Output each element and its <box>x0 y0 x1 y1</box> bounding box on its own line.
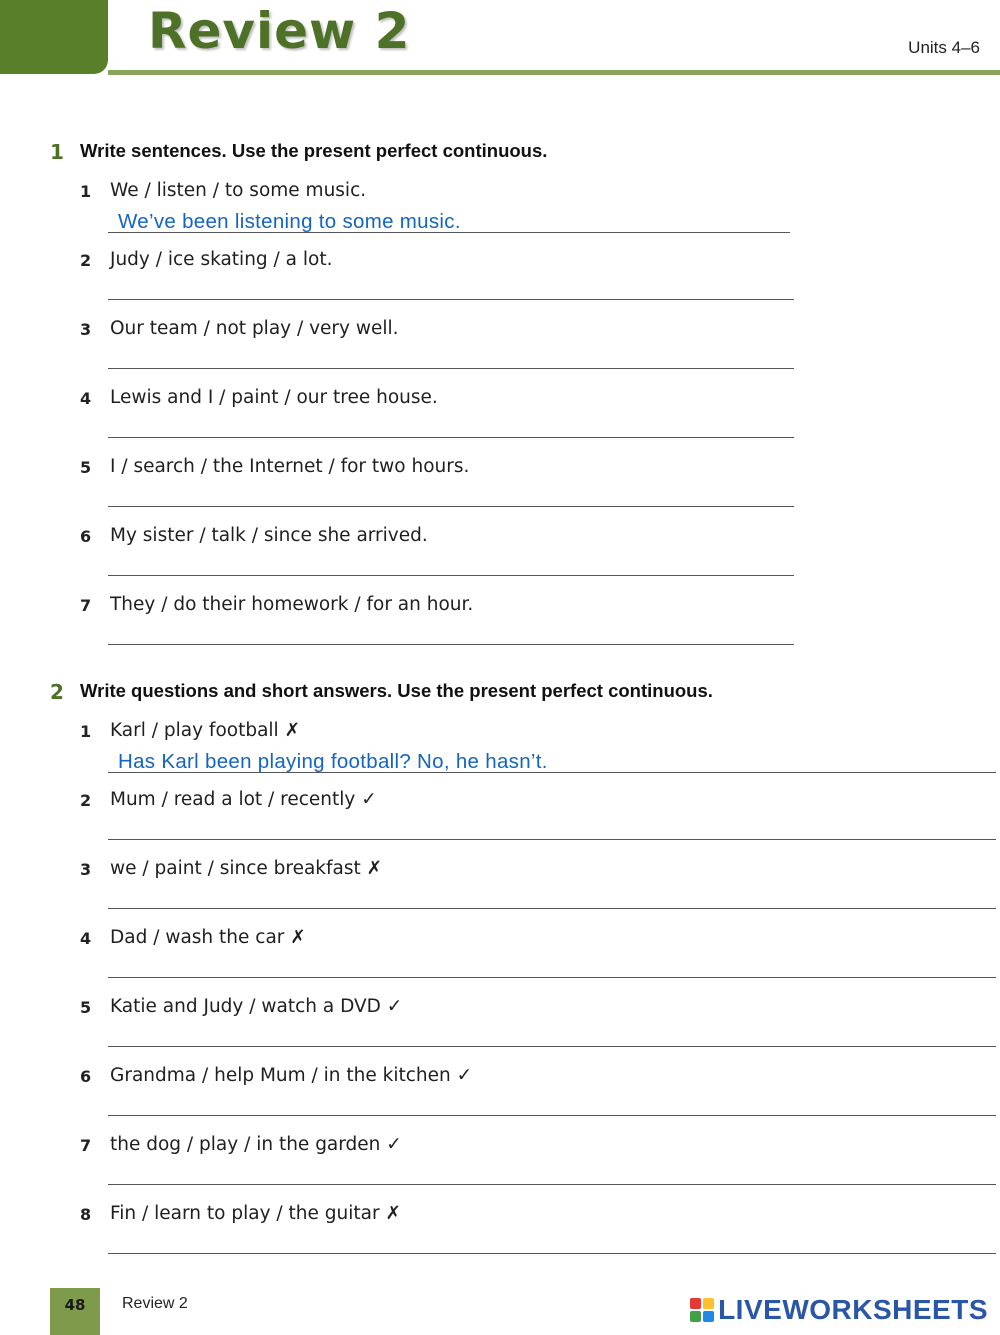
footer-label: Review 2 <box>122 1295 188 1312</box>
item-number: 5 <box>80 998 92 1017</box>
item-prompt: My sister / talk / since she arrived. <box>110 525 428 546</box>
item-number: 1 <box>80 182 92 201</box>
exercise-2-item <box>0 1065 1000 1134</box>
item-prompt: Fin / learn to play / the guitar ✗ <box>110 1203 401 1224</box>
page-number: 48 <box>64 1296 86 1314</box>
item-prompt: Karl / play football ✗ <box>110 720 301 741</box>
answer-line[interactable] <box>108 644 794 645</box>
answer-line[interactable] <box>108 299 794 300</box>
answer-line[interactable] <box>108 506 794 507</box>
answer-line[interactable] <box>108 772 996 773</box>
exercise-2-item <box>0 720 1000 789</box>
exercise-instruction: Write questions and short answers. Use the present perfect continuous. <box>80 680 713 701</box>
item-prompt: We / listen / to some music. <box>110 180 367 201</box>
answer-line[interactable] <box>108 1115 996 1116</box>
item-number: 4 <box>80 389 92 408</box>
exercise-number: 2 <box>50 680 64 704</box>
exercise-1-item <box>0 249 1000 318</box>
item-prompt: we / paint / since breakfast ✗ <box>110 858 383 879</box>
item-number: 6 <box>80 527 92 546</box>
exercise-2-item <box>0 996 1000 1065</box>
page-title: Review 2 <box>148 2 411 60</box>
answer-line[interactable] <box>108 1253 996 1254</box>
item-number: 6 <box>80 1067 92 1086</box>
answer-line[interactable] <box>108 437 794 438</box>
answer-text[interactable]: Has Karl been playing football? No, he hasn’t. <box>118 750 548 773</box>
exercise-1-item <box>0 525 1000 594</box>
liveworksheets-logo-icon <box>689 1297 715 1323</box>
answer-line[interactable] <box>108 575 794 576</box>
exercise-1-item <box>0 456 1000 525</box>
exercise-1 <box>0 140 1000 655</box>
answer-line[interactable] <box>108 977 996 978</box>
answer-line[interactable] <box>108 839 996 840</box>
exercise-2-item <box>0 1203 1000 1272</box>
header-rule <box>108 70 1000 75</box>
exercise-2 <box>0 680 1000 1265</box>
exercise-number: 1 <box>50 140 64 164</box>
item-prompt: They / do their homework / for an hour. <box>110 594 474 615</box>
exercise-1-item <box>0 318 1000 387</box>
item-number: 7 <box>80 596 92 615</box>
exercise-1-heading <box>0 140 1000 170</box>
item-prompt: Mum / read a lot / recently ✓ <box>110 789 377 810</box>
units-label: Units 4–6 <box>908 38 980 57</box>
exercise-1-item <box>0 387 1000 456</box>
header-tab <box>0 0 108 74</box>
item-number: 8 <box>80 1205 92 1224</box>
item-number: 7 <box>80 1136 92 1155</box>
item-prompt: the dog / play / in the garden ✓ <box>110 1134 402 1155</box>
item-prompt: I / search / the Internet / for two hours. <box>110 456 470 477</box>
answer-text[interactable]: We’ve been listening to some music. <box>118 210 461 233</box>
answer-line[interactable] <box>108 232 790 233</box>
exercise-2-item <box>0 1134 1000 1203</box>
answer-line[interactable] <box>108 1184 996 1185</box>
item-number: 5 <box>80 458 92 477</box>
liveworksheets-brand[interactable] <box>689 1293 988 1327</box>
exercise-2-heading <box>0 680 1000 710</box>
page-footer <box>0 1288 1000 1335</box>
item-number: 3 <box>80 860 92 879</box>
exercise-1-item <box>0 180 1000 249</box>
brand-text: LIVEWORKSHEETS <box>718 1294 988 1325</box>
item-prompt: Dad / wash the car ✗ <box>110 927 306 948</box>
exercise-instruction: Write sentences. Use the present perfect continuous. <box>80 140 548 161</box>
item-number: 3 <box>80 320 92 339</box>
item-prompt: Judy / ice skating / a lot. <box>110 249 333 270</box>
exercise-1-item <box>0 594 1000 663</box>
answer-line[interactable] <box>108 908 996 909</box>
item-number: 1 <box>80 722 92 741</box>
item-prompt: Grandma / help Mum / in the kitchen ✓ <box>110 1065 473 1086</box>
item-number: 2 <box>80 791 92 810</box>
item-number: 4 <box>80 929 92 948</box>
exercise-2-item <box>0 927 1000 996</box>
item-prompt: Katie and Judy / watch a DVD ✓ <box>110 996 403 1017</box>
item-number: 2 <box>80 251 92 270</box>
page-number-box <box>50 1288 100 1335</box>
answer-line[interactable] <box>108 368 794 369</box>
item-prompt: Our team / not play / very well. <box>110 318 399 339</box>
exercise-2-item <box>0 789 1000 858</box>
exercise-2-item <box>0 858 1000 927</box>
item-prompt: Lewis and I / paint / our tree house. <box>110 387 438 408</box>
answer-line[interactable] <box>108 1046 996 1047</box>
